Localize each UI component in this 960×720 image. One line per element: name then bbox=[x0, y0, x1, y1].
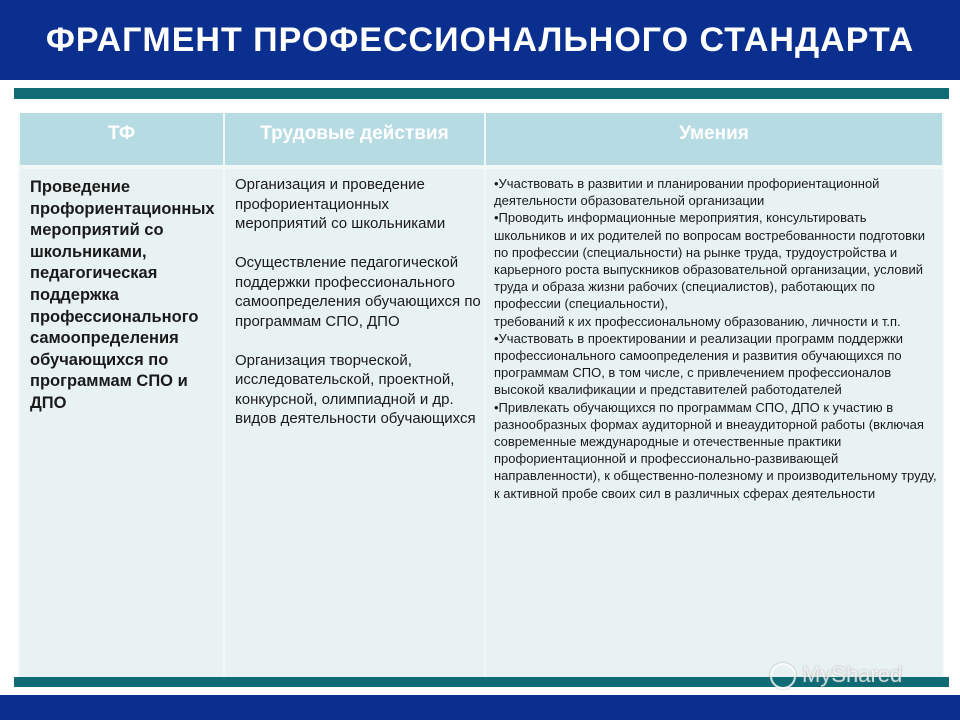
action-item: Организация и проведение профориентационных мероприятий со школьниками bbox=[235, 176, 446, 232]
watermark-logo-icon bbox=[770, 663, 796, 689]
header-actions: Трудовые действия bbox=[225, 113, 484, 165]
top-divider-stripe bbox=[14, 88, 949, 99]
standard-table bbox=[18, 113, 944, 677]
watermark bbox=[770, 658, 950, 692]
footer-bar bbox=[0, 695, 960, 720]
page-title: ФРАГМЕНТ ПРОФЕССИОНАЛЬНОГО СТАНДАРТА bbox=[45, 21, 915, 59]
header-skills: Умения bbox=[486, 113, 942, 165]
cell-actions bbox=[225, 169, 484, 677]
skill-item: •Участвовать в проектировании и реализации программ поддержки профессионального самоопределения и развития обучающихся по программам СПО, в том числе, с привлечением профессионалов высокой квалификации и представителей работодателей bbox=[494, 330, 903, 398]
skill-item: •Проводить информационные мероприятия, консультировать школьников и их родителей по вопросам востребованности подготовки по профессии (специальности) на рынке труда, трудоустройства и карьерного роста выпускников образовательной организации, условий труда и образа жизни рабочих (специалистов), работающих по профессии (специальности), bbox=[494, 210, 926, 312]
cell-skills bbox=[486, 169, 942, 677]
action-item: Организация творческой, исследовательской, проектной, конкурсной, олимпиадной и др. видов деятельности обучающихся bbox=[235, 351, 476, 427]
skill-item: требований к их профессиональному образованию, личности и т.п. bbox=[494, 313, 901, 329]
action-item: Осуществление педагогической поддержки профессионального самоопределения обучающихся по программам СПО, ДПО bbox=[235, 254, 481, 330]
skill-item: •Привлекать обучающихся по программам СПО, ДПО к участию в разнообразных формах аудиторной и внеаудиторной работы (включая современные международные и отечественные практики профориентационной и профессионально-развивающей направленности), к общественно-полезному и производительному труду, к активной пробе своих сил в различных сферах деятельности bbox=[494, 399, 937, 501]
title-bar bbox=[0, 0, 960, 80]
skill-item: •Участвовать в развитии и планировании профориентационной деятельности образовательной организации bbox=[494, 176, 880, 209]
skills-list bbox=[494, 175, 940, 502]
column-skills bbox=[486, 113, 942, 677]
column-actions bbox=[225, 113, 484, 677]
watermark-text: MyShared bbox=[802, 662, 903, 687]
tf-text: Проведение профориентационных мероприятий со школьниками, педагогическая поддержка профессионального самоопределения обучающихся по программам СПО и ДПО bbox=[30, 178, 215, 412]
column-tf bbox=[20, 113, 223, 677]
header-tf: ТФ bbox=[20, 113, 223, 165]
actions-list bbox=[235, 175, 481, 448]
cell-tf bbox=[20, 169, 223, 677]
